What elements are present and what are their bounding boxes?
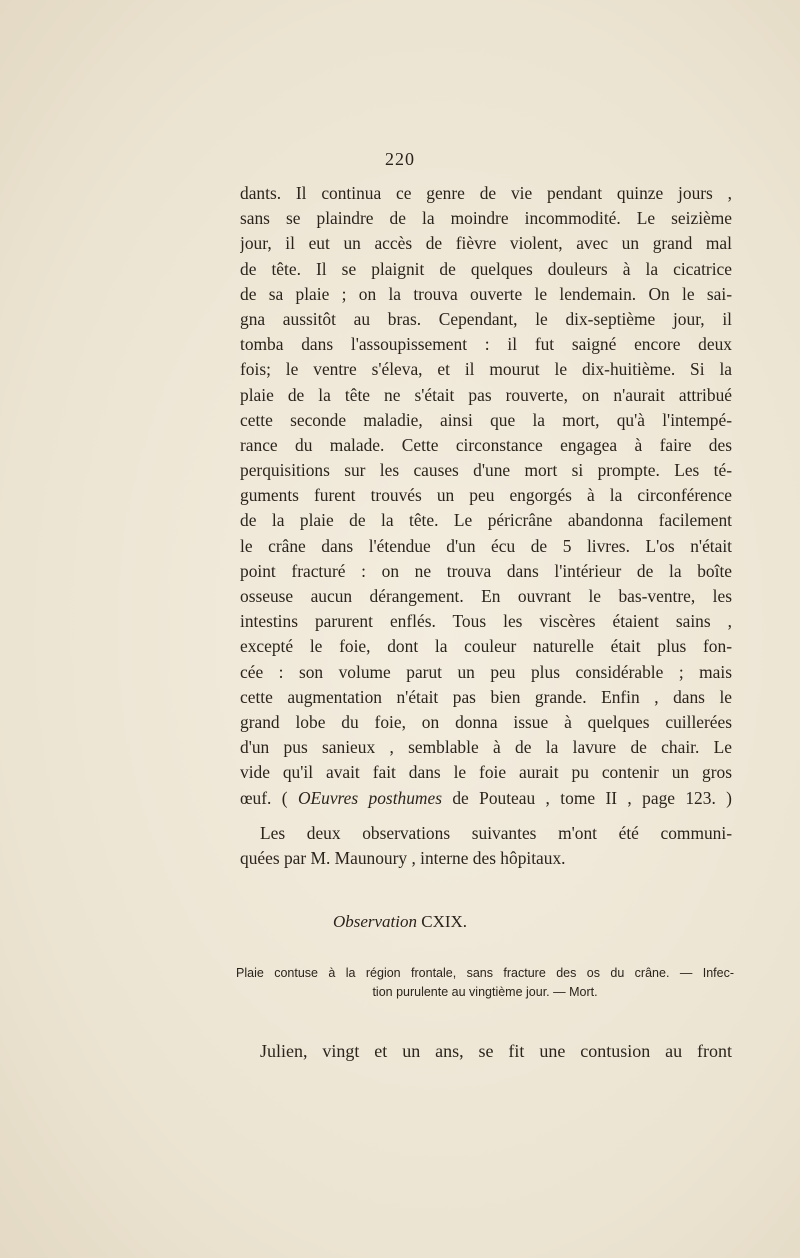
text-line: quées par M. Maunoury , interne des hôpitaux. bbox=[240, 848, 566, 869]
text-line: excepté le foie, dont la couleur naturelle était plus fon- bbox=[240, 636, 732, 657]
third-paragraph bbox=[240, 1039, 732, 1064]
page-number: 220 bbox=[385, 149, 415, 169]
text-line: de tête. Il se plaignit de quelques douleurs à la cicatrice bbox=[240, 258, 732, 279]
text-line: osseuse aucun dérangement. En ouvrant le bas-ventre, les bbox=[240, 586, 732, 606]
text-line: Julien, vingt et un ans, se fit une contusion au front bbox=[260, 1041, 732, 1061]
text-line: grand lobe du foie, on donna issue à quelques cuillerées bbox=[240, 711, 732, 732]
text-line: fois; le ventre s'éleva, et il mourut le dix-huitième. Si la bbox=[240, 359, 732, 380]
second-paragraph bbox=[240, 821, 732, 871]
citation-suffix: de Pouteau , tome II , page 123. ) bbox=[441, 787, 732, 808]
citation-line bbox=[240, 786, 732, 811]
text-line: d'un pus sanieux , semblable à de la lavure de chair. Le bbox=[240, 737, 732, 758]
text-line: intestins parurent enflés. Tous les viscères étaient sains , bbox=[240, 611, 732, 632]
text-line: de sa plaie ; on la trouva ouverte le lendemain. On le sai- bbox=[240, 283, 732, 304]
citation-prefix: œuf. ( bbox=[240, 787, 298, 808]
main-paragraph bbox=[240, 181, 732, 811]
observation-numeral: CXIX. bbox=[421, 912, 468, 931]
text-line: jour, il eut un accès de fièvre violent, avec un grand mal bbox=[240, 233, 732, 254]
text-line: gna aussitôt au bras. Cependant, le dix-septième jour, il bbox=[240, 308, 732, 329]
text-line: rance du malade. Cette circonstance engagea à faire des bbox=[240, 434, 732, 455]
text-line: de la plaie de la tête. Le péricrâne abandonna facilement bbox=[240, 510, 732, 531]
summary-line: Plaie contuse à la région frontale, sans fracture des os du crâne. — Infec- bbox=[236, 966, 734, 980]
observation-label: Observation bbox=[332, 912, 417, 931]
text-line: plaie de la tête ne s'était pas rouverte, on n'aurait attribué bbox=[240, 384, 732, 405]
text-line: tomba dans l'assoupissement : il fut saigné encore deux bbox=[240, 334, 732, 355]
text-line: sans se plaindre de la moindre incommodité. Le seizième bbox=[240, 208, 732, 229]
text-line: cette augmentation n'était pas bien grande. Enfin , dans le bbox=[240, 686, 732, 707]
text-line: dants. Il continua ce genre de vie pendant quinze jours , bbox=[240, 183, 732, 203]
text-line: Les deux observations suivantes m'ont été communi- bbox=[260, 823, 732, 843]
citation-work-title: OEuvres posthumes bbox=[297, 787, 442, 808]
summary-line: tion purulente au vingtième jour. — Mort. bbox=[372, 985, 598, 999]
text-line: cette seconde maladie, ainsi que la mort, qu'à l'intempé- bbox=[240, 409, 732, 430]
text-line: perquisitions sur les causes d'une mort si prompte. Les té- bbox=[240, 460, 732, 481]
observation-heading bbox=[0, 912, 800, 932]
text-line: guments furent trouvés un peu engorgés à la circonférence bbox=[240, 485, 732, 506]
observation-summary bbox=[236, 964, 734, 1002]
text-line: cée : son volume parut un peu plus considérable ; mais bbox=[240, 661, 732, 682]
text-line: point fracturé : on ne trouva dans l'intérieur de la boîte bbox=[240, 560, 732, 581]
text-line: vide qu'il avait fait dans le foie aurait pu contenir un gros bbox=[240, 762, 732, 783]
text-line: le crâne dans l'étendue d'un écu de 5 livres. L'os n'était bbox=[240, 535, 732, 556]
